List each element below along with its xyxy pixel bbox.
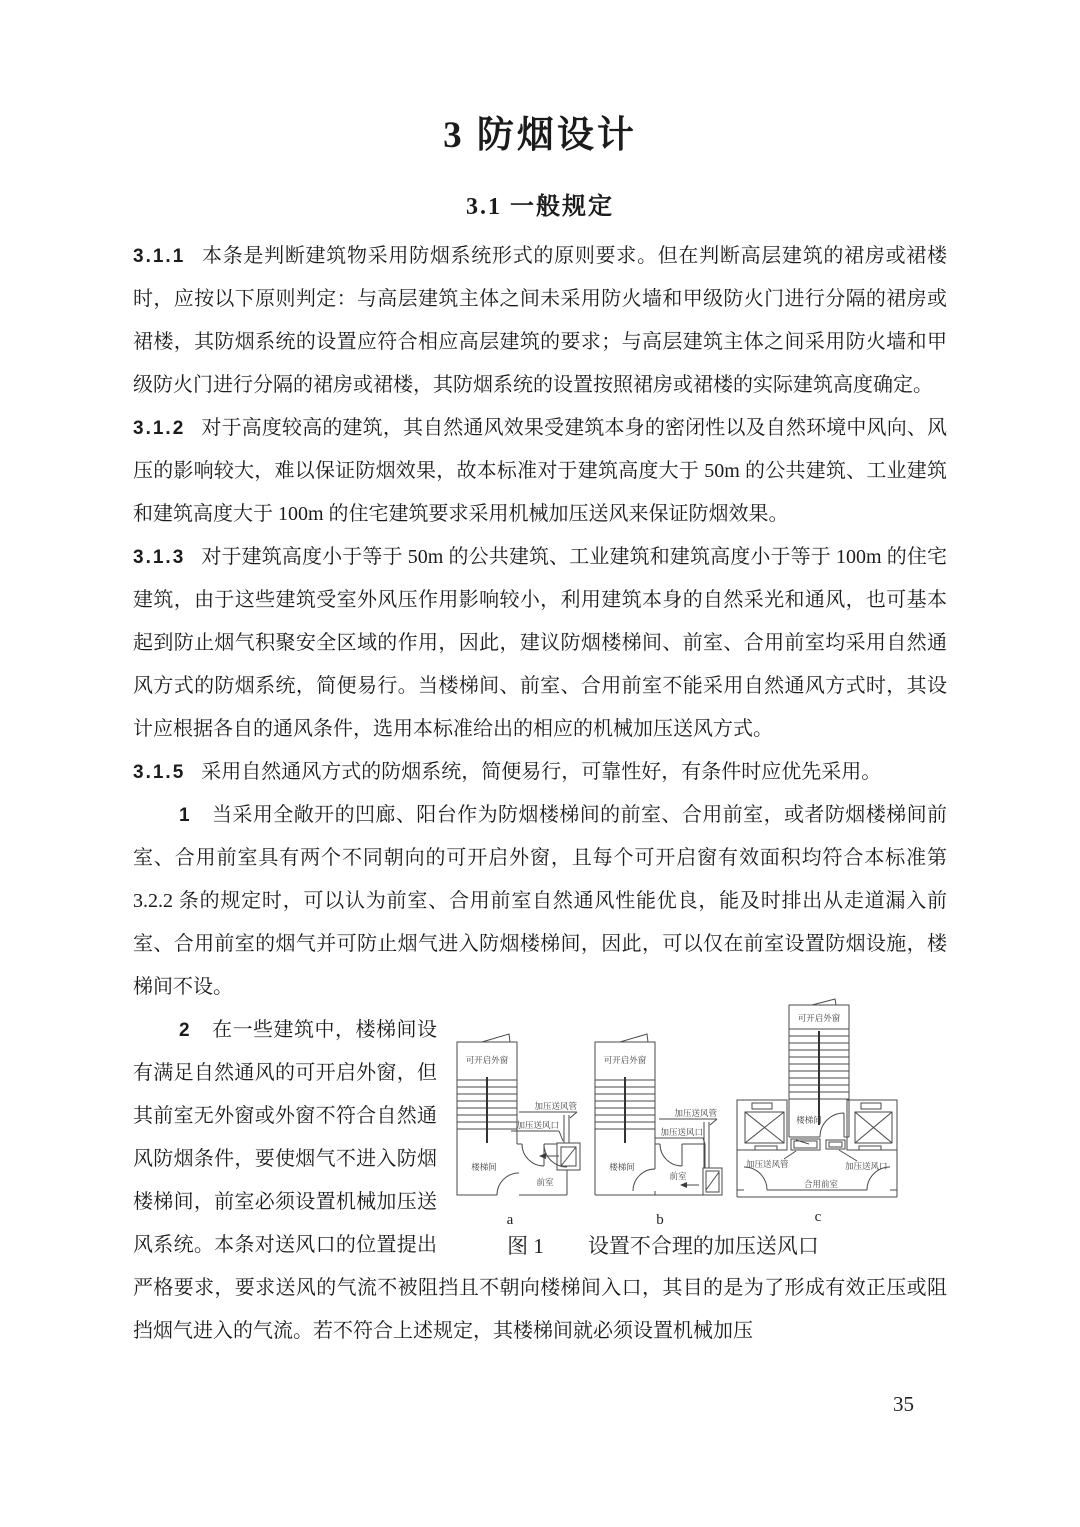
supply-duct-c (791, 1139, 820, 1150)
anteroom-b (633, 1144, 705, 1195)
clause-text: 对于建筑高度小于等于 50m 的公共建筑、工业建筑和建筑高度小于等于 100m 的住宅建筑，由于这些建筑受室外风压作用影响较小，利用建筑本身的自然采光和通风，也可基本起到防止烟气积聚安全区域的作用，因此，建议防烟楼梯间、前室、合用前室均采用自然通风方式的防烟系统，简便易行。当楼梯间、前室、合用前室不能采用自然通风方式时，其设计应根据各自的通风条件，选用本标准给出的相应的机械加压送风方式。 (133, 546, 947, 740)
clause-3-1-3 (133, 536, 947, 751)
sub-label-b: b (656, 1212, 664, 1228)
openable-window-label: 可开启外窗 (465, 1055, 509, 1065)
supply-outlet-label: 加压送风口 (516, 1120, 559, 1130)
door-arc (497, 1173, 519, 1195)
supply-duct-label: 加压送风管 (746, 1159, 789, 1169)
elevator-shaft-right (847, 1100, 897, 1150)
door-arc (820, 1113, 844, 1137)
item-2-with-figure (133, 1009, 947, 1353)
item-number: 1 (179, 805, 190, 826)
window-flap-icon (482, 1034, 510, 1042)
item-text: 在一些建筑中，楼梯间设有满足自然通风的可开启外窗，但其前室无外窗或外窗不符合自然通风防烟条件，要使烟气不进入防烟楼梯间，前室必须设置机械加压送风系统。本条对送风口的位置提出严格要求，要求送风的气流不被阻挡且不朝向楼梯间入口，其目的是为了形成有效正压或阻挡烟气进入的气流。若不符合上述规定，其楼梯间就必须设置机械加压 (133, 1019, 947, 1342)
stairwell-label: 楼梯间 (796, 1115, 822, 1125)
supply-outlet-c (826, 1140, 845, 1149)
clause-text: 采用自然通风方式的防烟系统，简便易行，可靠性好，有条件时应优先采用。 (201, 761, 882, 783)
window-flap-icon (812, 999, 836, 1005)
stairwell-label: 楼梯间 (609, 1162, 635, 1172)
clause-3-1-5 (133, 751, 947, 794)
item-text: 当采用全敞开的凹廊、阳台作为防烟楼梯间的前室、合用前室，或者防烟楼梯间前室、合用前室具有两个不同朝向的可开启外窗，且每个可开启窗有效面积均符合本标准第 3.2.2 条的规定时，可以认为前室、合用前室自然通风性能优良，能及时排出从走道漏入前室、合用前室的烟气并可防止烟气进入防烟楼梯间，因此，可以仅在前室设置防烟设施，楼梯间不设。 (133, 804, 947, 998)
shared-anteroom-c (737, 1150, 897, 1197)
diagram-b (595, 1034, 722, 1228)
airflow-arrow-icon (680, 1182, 687, 1188)
clause-text: 本条是判断建筑物采用防烟系统形式的原则要求。但在判断高层建筑的裙房或裙楼时，应按以下原则判定：与高层建筑主体之间未采用防火墙和甲级防火门进行分隔的裙房或裙楼，其防烟系统的设置应符合相应高层建筑的要求；与高层建筑主体之间采用防火墙和甲级防火门进行分隔的裙房或裙楼，其防烟系统的设置按照裙房或裙楼的实际建筑高度确定。 (133, 245, 947, 396)
page-number: 35 (893, 1392, 914, 1416)
item-number: 2 (179, 1020, 190, 1041)
diagram-c (737, 999, 897, 1225)
openable-window-label: 可开启外窗 (797, 1013, 841, 1023)
clause-3-1-2 (133, 407, 947, 536)
clause-number: 3.1.3 (133, 547, 186, 568)
door-arc (660, 1144, 682, 1166)
airflow-arrow-icon (539, 1153, 546, 1159)
figure-1-drawing (447, 997, 947, 1229)
clause-number: 3.1.1 (133, 246, 186, 267)
diagram-a (457, 1034, 580, 1228)
figure-caption-text: 设置不合理的加压送风口 (587, 1234, 819, 1258)
clause-text: 对于高度较高的建筑，其自然通风效果受建筑本身的密闭性以及自然环境中风向、风压的影响较大，难以保证防烟效果，故本标准对于建筑高度大于 50m 的公共建筑、工业建筑和建筑高度大于 100m 的住宅建筑要求采用机械加压送风来保证防烟效果。 (133, 417, 947, 525)
figure-1 (447, 997, 947, 1261)
page-title: 3 防烟设计 (443, 115, 637, 156)
clause-3-1-1 (133, 235, 947, 407)
stairwell-label: 楼梯间 (471, 1162, 497, 1172)
shared-anteroom-label: 合用前室 (803, 1179, 839, 1189)
supply-outlet-label: 加压送风口 (660, 1127, 703, 1137)
supply-outlet-label: 加压送风口 (845, 1161, 888, 1171)
supply-duct-label: 加压送风管 (674, 1108, 717, 1118)
elevator-shaft-left (737, 1100, 787, 1150)
clause-number: 3.1.2 (133, 418, 186, 439)
door-arc (744, 1167, 767, 1190)
supply-duct-label: 加压送风管 (534, 1101, 577, 1111)
sub-label-c: c (814, 1209, 822, 1225)
list-item-1 (133, 794, 947, 1009)
window-flap-icon (620, 1034, 648, 1042)
door-arc (633, 1169, 655, 1191)
section-heading: 3.1 一般规定 (466, 194, 614, 220)
supply-duct-a (564, 1115, 569, 1143)
openable-window-label: 可开启外窗 (603, 1055, 647, 1065)
sub-label-a: a (506, 1212, 514, 1228)
figure-caption (413, 1231, 913, 1261)
clause-number: 3.1.5 (133, 762, 186, 783)
anteroom-label: 前室 (536, 1177, 554, 1187)
door-arc (522, 1144, 544, 1166)
figure-caption-number: 图 1 (507, 1234, 544, 1258)
anteroom-label: 前室 (669, 1171, 687, 1181)
